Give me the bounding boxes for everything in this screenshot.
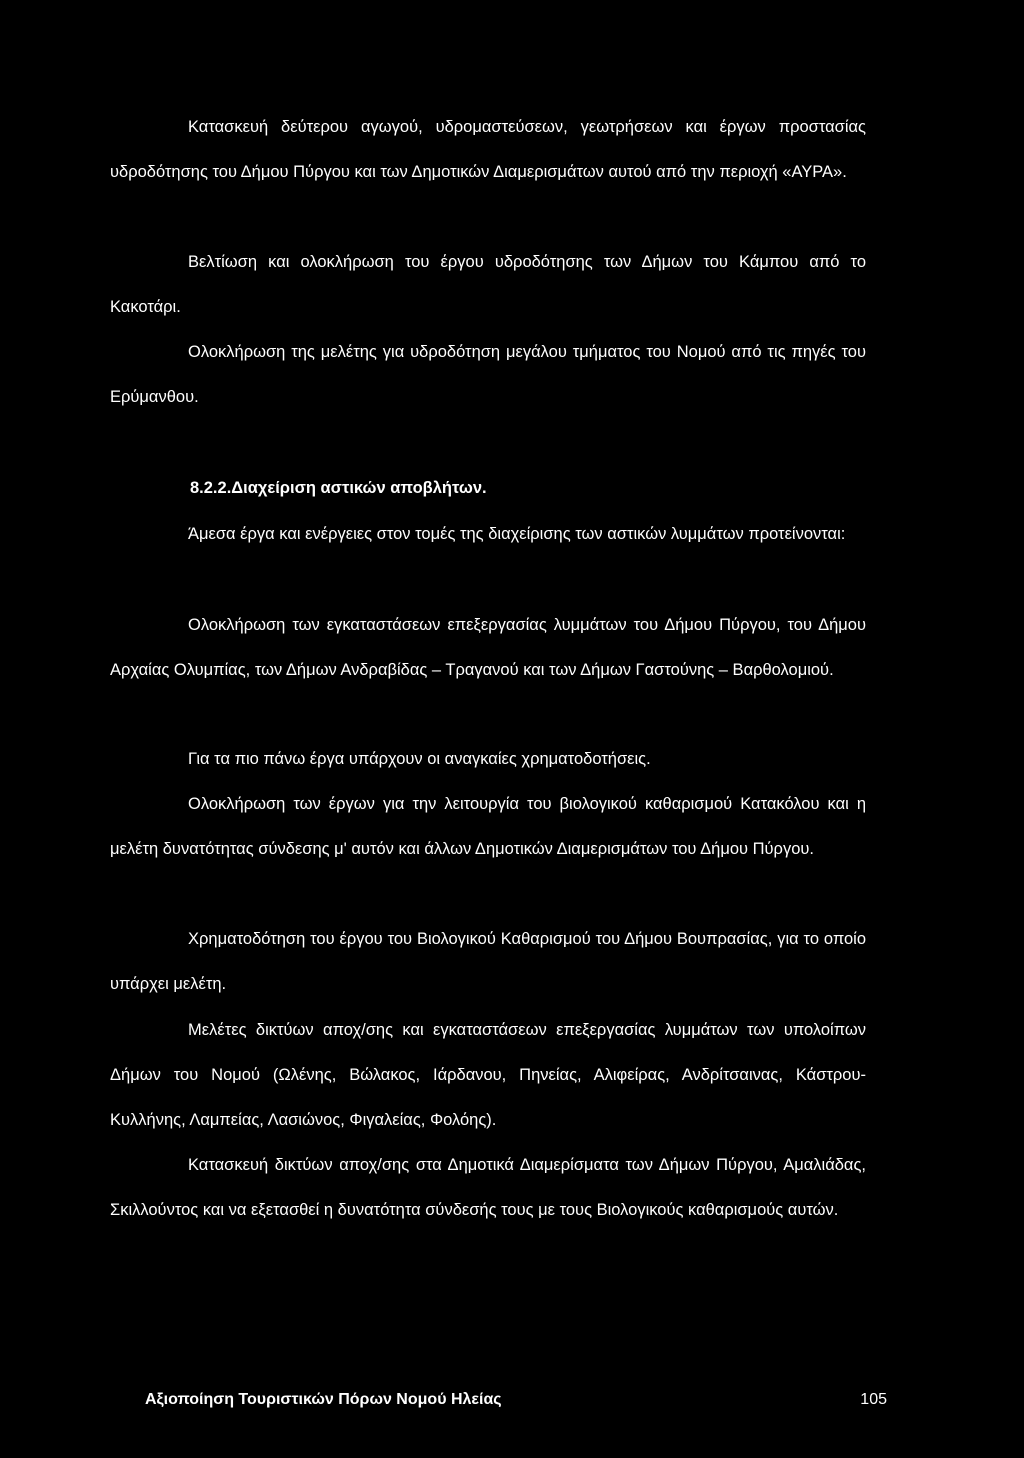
paragraph-funding-available: Για τα πιο πάνω έργα υπάρχουν οι αναγκαίες χρηματοδοτήσεις. [188, 750, 651, 768]
paragraph-katakolo: Ολοκλήρωση των έργων για την λειτουργία του βιολογικού καθαρισμού Κατακόλου και η μελέτη δυνατότητας σύνδεσης μ' αυτόν και άλλων Δημοτικών Διαμερισμάτων του Δήμου Πύργου. [110, 795, 866, 858]
page-number: 105 [860, 1391, 887, 1408]
paragraph-vouprasia: Χρηματοδότηση του έργου του Βιολογικού Καθαρισμού του Δήμου Βουπρασίας, για το οποίο υπάρχει μελέτη. [110, 930, 866, 993]
paragraph-erymanthos-study: Ολοκλήρωση της μελέτης για υδροδότηση μεγάλου τμήματος του Νομού από τις πηγές του Ερύμανθου. [110, 343, 866, 406]
paragraph-water-pipeline: Κατασκευή δεύτερου αγωγού, υδρομαστεύσεων, γεωτρήσεων και έργων προστασίας υδροδότησης του Δήμου Πύργου και των Δημοτικών Διαμερισμάτων αυτού από την περιοχή «ΑΥΡΑ». [110, 118, 866, 181]
paragraph-water-supply-kampos: Βελτίωση και ολοκλήρωση του έργου υδροδότησης των Δήμων του Κάμπου από το Κακοτάρι. [110, 253, 866, 316]
paragraph-waste-intro: Άμεσα έργα και ενέργειες στον τομές της διαχείρισης των αστικών λυμμάτων προτείνονται: [188, 525, 846, 543]
paragraph-network-construction: Κατασκευή δικτύων αποχ/σης στα Δημοτικά Διαμερίσματα των Δήμων Πύργου, Αμαλιάδας, Σκιλλούντος και να εξετασθεί η δυνατότητα σύνδεσής τους με τους Βιολογικούς καθαρισμούς αυτών. [110, 1156, 866, 1219]
paragraph-treatment-facilities: Ολοκλήρωση των εγκαταστάσεων επεξεργασίας λυμμάτων του Δήμου Πύργου, του Δήμου Αρχαίας Ολυμπίας, των Δήμων Ανδραβίδας – Τραγανού και των Δήμων Γαστούνης – Βαρθολομιού. [110, 616, 866, 679]
paragraph-network-studies: Μελέτες δικτύων αποχ/σης και εγκαταστάσεων επεξεργασίας λυμμάτων των υπολοίπων Δήμων του Νομού (Ωλένης, Βώλακος, Ιάρδανου, Πηνείας, Αλιφείρας, Ανδρίτσαινας, Κάστρου- Κυλλήνης, Λαμπείας, Λασιώνος, Φιγαλείας, Φολόης). [110, 1021, 866, 1129]
section-heading: 8.2.2.Διαχείριση αστικών αποβλήτων. [190, 479, 487, 497]
footer-title: Αξιοποίηση Τουριστικών Πόρων Νομού Ηλείας [145, 1391, 502, 1408]
